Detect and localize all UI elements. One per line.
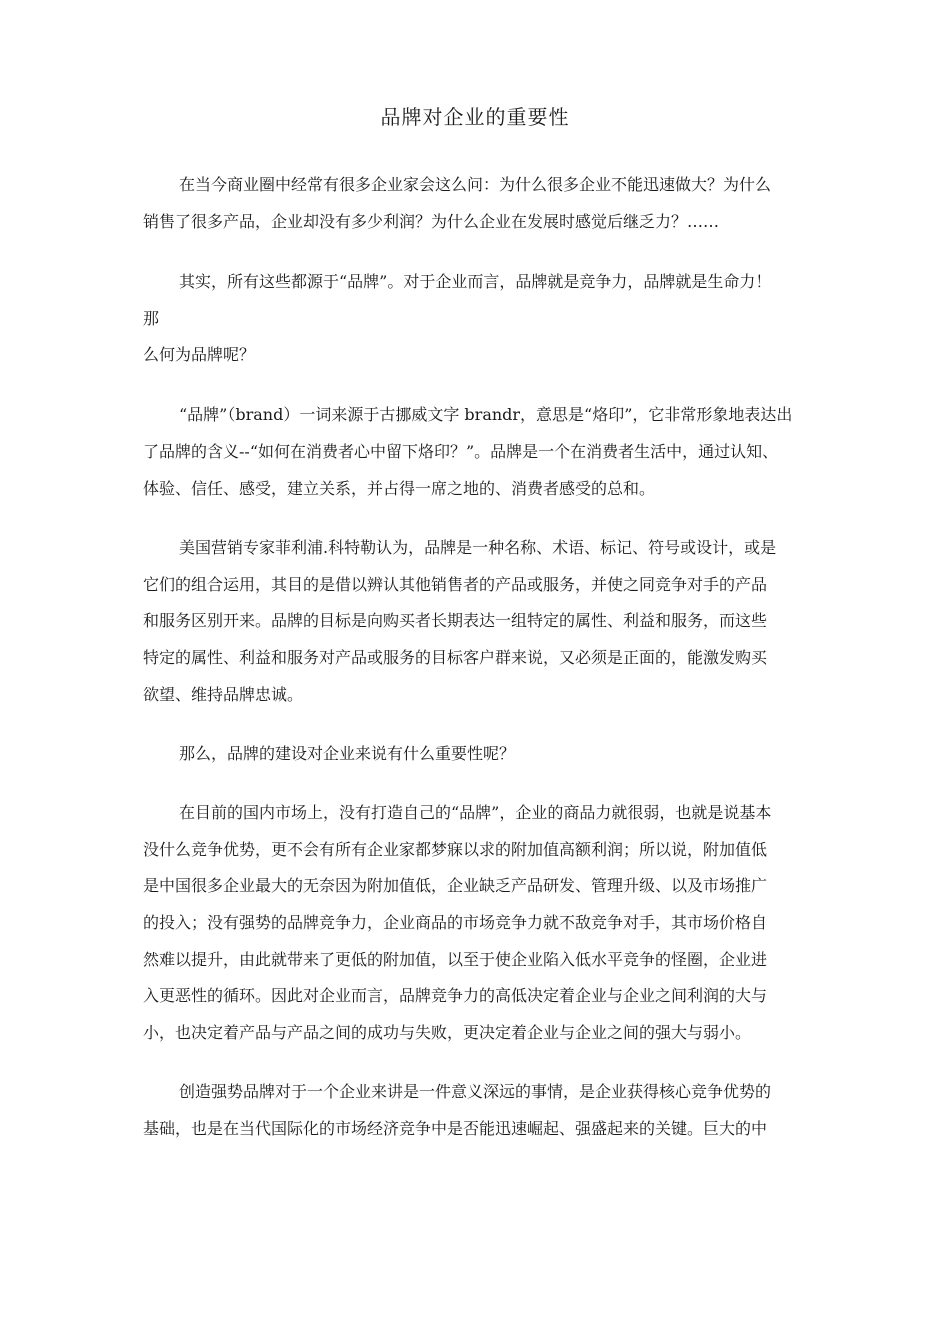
text-line: 在当今商业圈中经常有很多企业家会这么问：为什么很多企业不能迅速做大？为什么 bbox=[179, 175, 772, 194]
text-line: 它们的组合运用，其目的是借以辨认其他销售者的产品或服务，并使之同竞争对手的产品 bbox=[143, 575, 768, 594]
text-line: 是中国很多企业最大的无奈因为附加值低，企业缺乏产品研发、管理升级、以及市场推广 bbox=[143, 876, 768, 895]
text-line: 和服务区别开来。品牌的目标是向购买者长期表达一组特定的属性、利益和服务，而这些 bbox=[143, 611, 768, 630]
text-line: 那么，品牌的建设对企业来说有什么重要性呢？ bbox=[179, 744, 516, 763]
text-line: 了品牌的含义--“如何在消费者心中留下烙印？”。品牌是一个在消费者生活中，通过认知、 bbox=[143, 442, 779, 461]
text-line: 体验、信任、感受，建立关系，并占得一席之地的、消费者感受的总和。 bbox=[143, 479, 656, 498]
text-line: 在目前的国内市场上，没有打造自己的“品牌”，企业的商品力就很弱，也就是说基本 bbox=[179, 803, 772, 822]
text-line: 欲望、维持品牌忠诚。 bbox=[143, 685, 304, 704]
text-line: 小，也决定着产品与产品之间的成功与失败，更决定着企业与企业之间的强大与弱小。 bbox=[143, 1023, 752, 1042]
text-line: 其实，所有这些都源于“品牌”。对于企业而言，品牌就是竞争力，品牌就是生命力！ bbox=[179, 272, 772, 291]
document-title: 品牌对企业的重要性 bbox=[380, 105, 570, 129]
text-line: 入更恶性的循环。因此对企业而言，品牌竞争力的高低决定着企业与企业之间利润的大与 bbox=[143, 986, 768, 1005]
text-line: 没什么竞争优势，更不会有所有企业家都梦寐以求的附加值高额利润；所以说，附加值低 bbox=[143, 840, 768, 859]
text-line: 然难以提升，由此就带来了更低的附加值，以至于使企业陷入低水平竞争的怪圈，企业进 bbox=[143, 950, 768, 969]
text-line: 么何为品牌呢？ bbox=[143, 345, 256, 364]
text-line: 销售了很多产品，企业却没有多少利润？为什么企业在发展时感觉后继乏力？…… bbox=[143, 212, 720, 231]
text-line: 基础，也是在当代国际化的市场经济竞争中是否能迅速崛起、强盛起来的关键。巨大的中 bbox=[143, 1119, 768, 1138]
text-line: “品牌”（brand）一词来源于古挪威文字 brandr，意思是“烙印”，它非常形象地表达出 bbox=[179, 405, 793, 424]
text-line: 美国营销专家菲利浦.科特勒认为，品牌是一种名称、术语、标记、符号或设计，或是 bbox=[179, 538, 777, 557]
text-line: 的投入；没有强势的品牌竞争力，企业商品的市场竞争力就不敌竞争对手，其市场价格自 bbox=[143, 913, 768, 932]
text-line: 那 bbox=[143, 309, 160, 328]
text-line: 创造强势品牌对于一个企业来讲是一件意义深远的事情，是企业获得核心竞争优势的 bbox=[179, 1082, 772, 1101]
text-line: 特定的属性、利益和服务对产品或服务的目标客户群来说，又必须是正面的，能激发购买 bbox=[143, 648, 768, 667]
